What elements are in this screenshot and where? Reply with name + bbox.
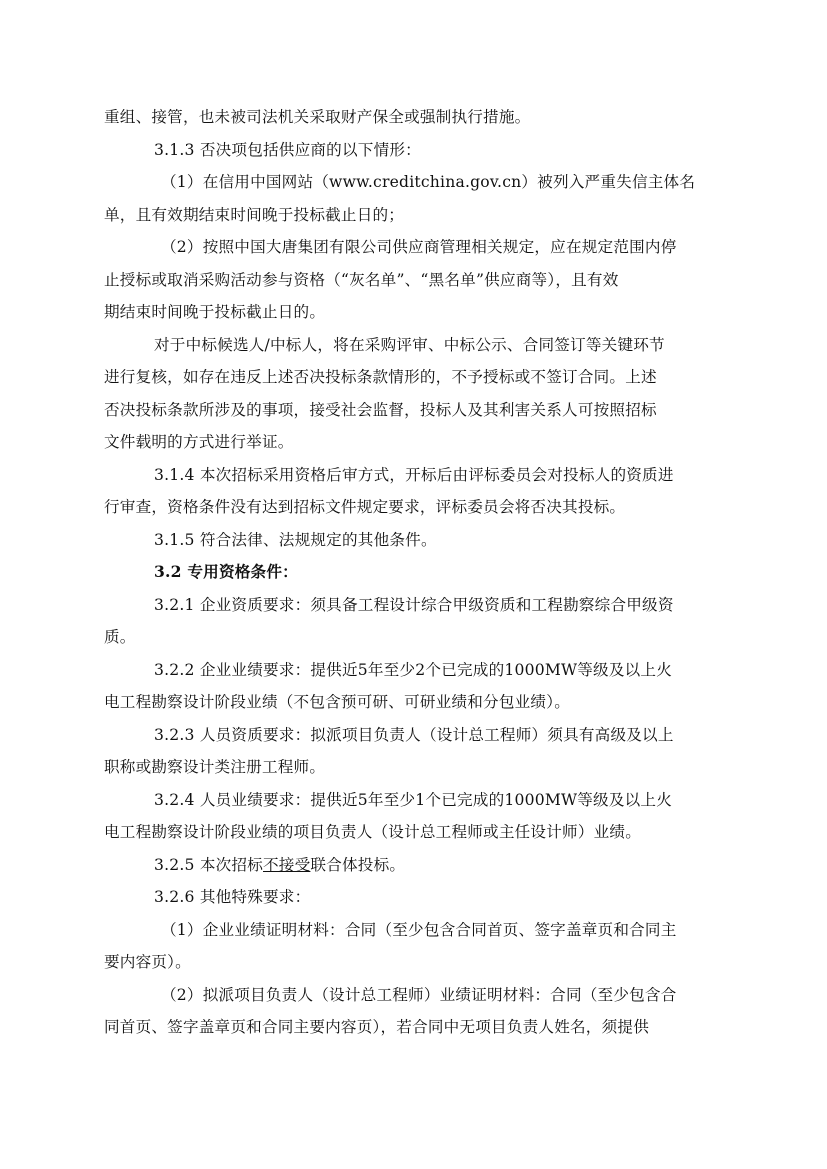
paragraph-line: 单，且有效期结束时间晚于投标截止日的； [104,205,405,224]
section-3-2-heading: 3.2 专用资格条件： [154,562,298,581]
clause-item-2-line: （2）按照中国大唐集团有限公司供应商管理相关规定，应在规定范围内停 [161,238,677,256]
special-item-1-line: （1）企业业绩证明材料：合同（至少包含合同首页、签字盖章页和合同主 [161,920,677,939]
clause-item-1-line: （1）在信用中国网站（www.creditchina.gov.cn）被列入严重失信主体名 [161,173,696,191]
underlined-phrase: 不接受 [263,855,311,874]
paragraph-line: 期结束时间晚于投标截止日的。 [104,303,326,321]
paragraph-line: 进行复核，如存在违反上述否决投标条款情形的，不予授标或不签订合同。上述 [104,368,657,386]
clause-3-1-3-heading: 3.1.3 否决项包括供应商的以下情形： [154,140,421,159]
clause-3-2-4-line: 3.2.4 人员业绩要求：提供近5年至少1个已完成的1000MW等级及以上火 [154,790,673,809]
clause-3-2-5-line [104,849,714,882]
special-item-2-line: （2）拟派项目负责人（设计总工程师）业绩证明材料：合同（至少包含合 [161,985,677,1004]
clause-3-2-5-text-after: 联合体投标。 [310,855,406,874]
paragraph-line: 止授标或取消采购活动参与资格（“灰名单”、“黑名单”供应商等），且有效 [104,270,619,289]
paragraph-line: 职称或勘察设计类注册工程师。 [104,758,326,776]
paragraph-line: 电工程勘察设计阶段业绩（不包含预可研、可研业绩和分包业绩）。 [104,693,571,711]
paragraph-line: 行审查，资格条件没有达到招标文件规定要求，评标委员会将否决其投标。 [104,498,626,516]
clause-3-1-5-line: 3.1.5 符合法律、法规规定的其他条件。 [154,530,437,549]
paragraph-line: 电工程勘察设计阶段业绩的项目负责人（设计总工程师或主任设计师）业绩。 [104,823,641,841]
clause-3-2-5-text-before: 3.2.5 本次招标 [154,855,264,874]
paragraph-line: 质。 [104,628,136,646]
paragraph-line: 文件载明的方式进行举证。 [104,433,294,451]
paragraph-line: 重组、接管，也未被司法机关采取财产保全或强制执行措施。 [104,108,531,126]
paragraph-line: 同首页、签字盖章页和合同主要内容页），若合同中无项目负责人姓名，须提供 [104,1018,649,1036]
paragraph-line: 要内容页）。 [104,953,191,971]
clause-3-1-4-line: 3.1.4 本次招标采用资格后审方式，开标后由评标委员会对投标人的资质进 [154,465,674,484]
clause-3-2-1-line: 3.2.1 企业资质要求：须具备工程设计综合甲级资质和工程勘察综合甲级资 [154,595,674,614]
document-body [104,101,714,1044]
clause-3-2-3-line: 3.2.3 人员资质要求：拟派项目负责人（设计总工程师）须具有高级及以上 [154,725,674,744]
paragraph-line: 对于中标候选人/中标人，将在采购评审、中标公示、合同签订等关键环节 [154,335,665,354]
paragraph-line: 否决投标条款所涉及的事项，接受社会监督，投标人及其利害关系人可按照招标 [104,400,657,419]
clause-3-2-2-line: 3.2.2 企业业绩要求：提供近5年至少2个已完成的1000MW等级及以上火 [154,660,673,679]
clause-3-2-6-heading: 3.2.6 其他特殊要求： [154,888,311,906]
